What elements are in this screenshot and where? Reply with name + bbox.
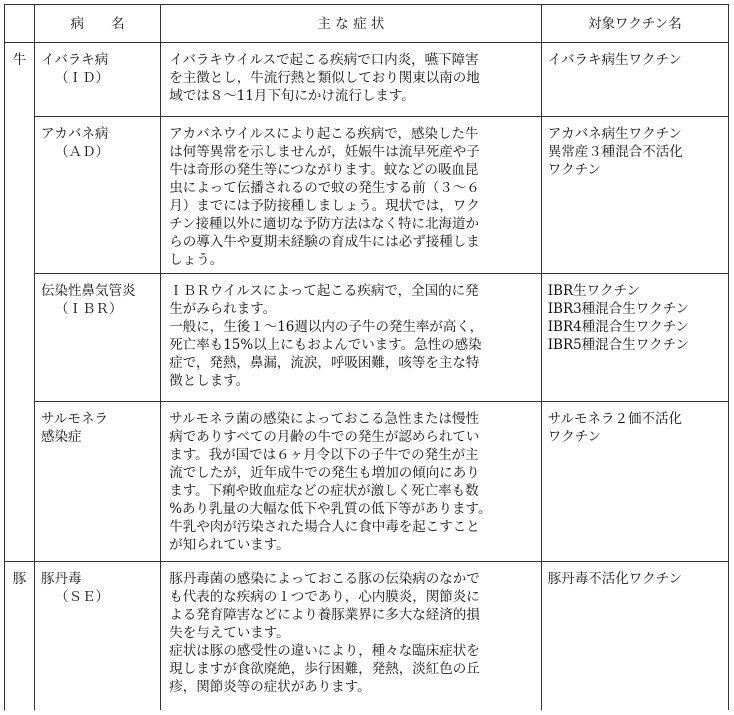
disease-name-cell	[35, 43, 161, 117]
disease-abbr: （ＩＢＲ）	[55, 301, 123, 317]
disease-name-cell	[35, 117, 161, 274]
symptoms-cell: 豚丹毒菌の感染によっておこる豚の伝染病のなかで も代表的な疾病の１つであり，心内膜炎，関節炎に よる発育障害などにより養豚業界に多大な経済的損 失を与えています。 症状は豚の感受性の違いにより，種々な臨床症状を 現しますが食欲廃絶，歩行困難，発熱，淡紅色の丘 疹，関節炎等の症状があります。	[161, 562, 542, 710]
header-symptoms: 主 な 症 状	[161, 5, 542, 43]
table-row	[5, 562, 729, 710]
header-row	[5, 5, 729, 43]
disease-name: イバラキ病	[41, 52, 109, 68]
vaccine-cell: サルモネラ２価不活化 ワクチン	[541, 402, 728, 562]
table-row	[5, 402, 729, 562]
vaccine-cell: イバラキ病生ワクチン	[541, 43, 728, 117]
disease-name-cell	[35, 402, 161, 562]
disease-name: アカバネ病	[41, 126, 109, 142]
header-disease-name: 病 名	[35, 5, 161, 43]
animal-cattle: 牛	[5, 43, 35, 562]
disease-name-cell	[35, 562, 161, 710]
table-row	[5, 43, 729, 117]
disease-abbr: （ＳＥ）	[55, 589, 110, 605]
table-row	[5, 274, 729, 402]
vaccine-cell: IBR生ワクチン IBR3種混合生ワクチン IBR4種混合生ワクチン IBR5種混合生ワクチン	[541, 274, 728, 402]
symptoms-cell: ＩＢＲウイルスによって起こる疾病で，全国的に発 生がみられます。 一般に，生後１～16週以内の子牛の発生率が高く， 死亡率も15%以上にもおよんでいます。急性の感染 症で，発熱，鼻漏，流涙，呼吸困難，咳等を主な特 徴とします。	[161, 274, 542, 402]
disease-name-cont: 感染症	[41, 429, 82, 445]
vaccine-cell: 豚丹毒不活化ワクチン	[541, 562, 728, 710]
symptoms-cell: サルモネラ菌の感染によっておこる急性または慢性 病でありすべての月齢の牛での発生が認められてい ます。我が国では６ヶ月令以下の子牛での発生が主 流でしたが，近年成牛での発生も増加の傾向にあり ます。下痢や敗血症などの症状が激しく死亡率も数 %あり乳量の大幅な低下や乳質の低下等があります。 牛乳や肉が汚染された場合人に食中毒を起こすこと が知られています。	[161, 402, 542, 562]
table-row	[5, 117, 729, 274]
animal-pig: 豚	[5, 562, 35, 710]
vaccine-cell: アカバネ病生ワクチン 異常産３種混合不活化 ワクチン	[541, 117, 728, 274]
header-vaccine: 対象ワクチン名	[541, 5, 728, 43]
disease-name: サルモネラ	[41, 411, 108, 427]
disease-name: 伝染性鼻気管炎	[41, 283, 136, 299]
symptoms-cell: イバラキウイルスで起こる疾病で口内炎，嚥下障害 を主徴とし，牛流行熱と類似しており関東以南の地 域では８～11月下旬にかけ流行します。	[161, 43, 542, 117]
disease-name-cell	[35, 274, 161, 402]
disease-abbr: （ＡＤ）	[55, 144, 110, 160]
symptoms-cell: アカバネウイルスにより起こる疾病で，感染した牛 は何等異常を示しませんが，妊娠牛は流早死産や子 牛は奇形の発生等につながります。蚊などの吸血昆 虫によって伝播されるので蚊の発生する前（３～６ 月）までには予防接種しましょう。現状では，ワク チン接種以外に適切な予防方法はなく特に北海道か らの導入牛や夏期未経験の育成牛には必ず接種しま しょう。	[161, 117, 542, 274]
vaccine-table	[4, 4, 729, 710]
header-animal	[5, 5, 35, 43]
disease-name: 豚丹毒	[41, 571, 82, 587]
disease-abbr: （ＩＤ）	[55, 70, 110, 86]
